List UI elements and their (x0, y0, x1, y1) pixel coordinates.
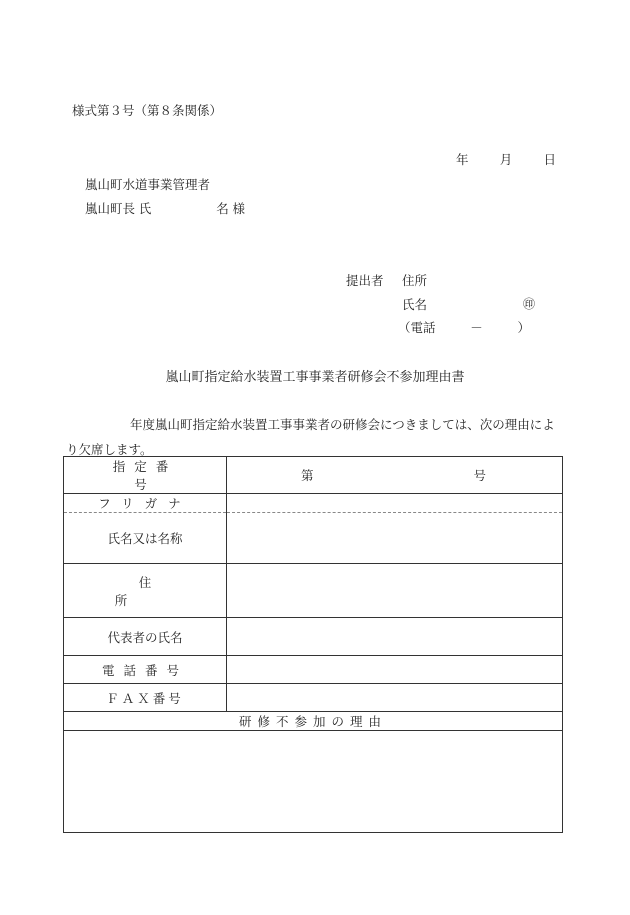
address-label: 住所 (114, 574, 200, 608)
seal-mark: ㊞ (523, 297, 536, 311)
row-representative (64, 618, 563, 656)
address-field[interactable] (227, 564, 563, 618)
representative-label: 代表者の氏名 (64, 618, 227, 656)
body-text: 年度嵐山町指定給水装置工事事業者の研修会につきましては、次の理由により欠席します。 (66, 417, 555, 457)
fax-field[interactable] (227, 684, 563, 712)
row-address (64, 564, 563, 618)
row-reason (64, 731, 563, 833)
designation-number-field[interactable]: 第 号 (227, 457, 563, 494)
reason-field[interactable] (64, 731, 563, 833)
row-furigana (64, 494, 563, 513)
name-field[interactable] (227, 513, 563, 564)
honorific: 様 (232, 201, 245, 216)
date-day: 日 (543, 152, 556, 167)
date-year: 年 (456, 152, 469, 167)
furigana-field[interactable] (227, 494, 563, 513)
mayor-name: 氏 名 (138, 201, 229, 216)
submitter-address-label: 住所 (402, 273, 428, 288)
furigana-label: フリガナ (98, 496, 192, 511)
info-table (63, 456, 563, 833)
addressee-title: 嵐山町水道事業管理者 (85, 177, 211, 192)
fax-label: ＦＡＸ番号 (106, 690, 184, 706)
date-month: 月 (499, 152, 513, 167)
reason-header: 研修不参加の理由 (238, 714, 387, 729)
addressee-mayor (85, 199, 245, 217)
date-line (456, 150, 556, 168)
submitter-name-label: 氏名 (402, 297, 428, 312)
row-designation (64, 457, 563, 494)
row-phone (64, 656, 563, 684)
designation-label: 指定番号 (112, 459, 178, 492)
row-name (64, 513, 563, 564)
submitter-phone: （電話 － ） (398, 320, 530, 335)
form-number: 様式第３号（第８条関係） (72, 103, 223, 118)
name-label: 氏名又は名称 (64, 513, 227, 564)
row-fax (64, 684, 563, 712)
phone-label: 電話番号 (101, 662, 188, 678)
document-title: 嵐山町指定給水装置工事事業者研修会不参加理由書 (165, 370, 465, 385)
submitter-label: 提出者 (346, 273, 384, 288)
phone-field[interactable] (227, 656, 563, 684)
representative-field[interactable] (227, 618, 563, 656)
mayor-label: 嵐山町長 (85, 201, 136, 216)
row-reason-header (64, 712, 563, 731)
